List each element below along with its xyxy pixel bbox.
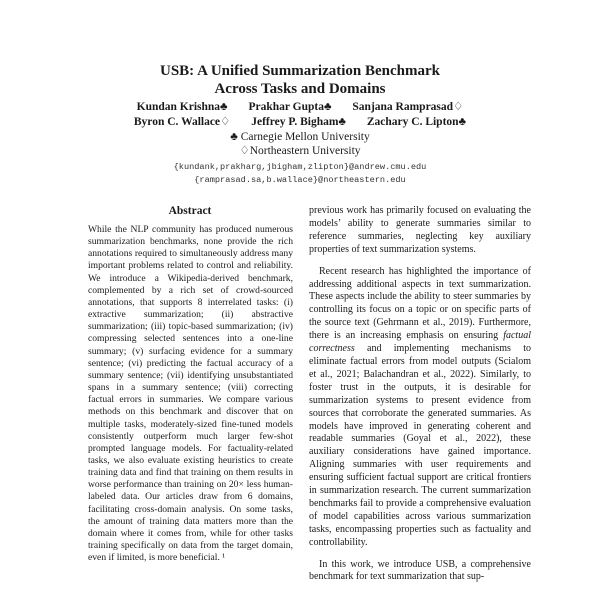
author: Jeffrey P. Bigham♣ <box>251 116 346 128</box>
abstract-text: While the NLP community has produced numerous summarization benchmarks, none provide the rich annotations required to simultaneously address many important problems related to control and reliability. We introduce a Wikipedia-derived benchmark, complemented by a rich set of crowd-sourced annotations, that supports 8 interrelated tasks: (i) extractive summarization; (ii) abstractive summarization; (iii) topic-based summarization; (iv) compressing selected sentences into a one-line summary; (v) surfacing evidence for a summary sentence; (vi) predicting the factual accuracy of a summary sentence; (vii) identifying unsubstantiated spans in a summary sentence; (viii) correcting factual errors in summaries. We compare various methods on this benchmark and discover that on multiple tasks, moderately-sized fine-tuned models consistently outperform much larger few-shot prompted language models. For factuality-related tasks, we also evaluate existing heuristics to create training data and find that training on them results in worse performance than training on 20× less human-labeled data. Our articles draw from 6 domains, facilitating cross-domain analysis. On some tasks, the amount of training data matters more than the domain where it comes from, while for other tasks training specifically on data from the target domain, even if limited, is more beneficial. ¹ <box>88 224 293 564</box>
author-row-1 <box>0 100 600 115</box>
author-row-2 <box>0 115 600 130</box>
body-paragraph <box>309 266 531 550</box>
affiliation-northeastern: ♢Northeastern University <box>239 145 361 157</box>
email-northeastern: {ramprasad.sa,b.wallace}@northeastern.edu <box>194 175 406 185</box>
author-list <box>0 100 600 130</box>
author: Sanjana Ramprasad♢ <box>352 101 464 113</box>
body-text: Recent research has highlighted the importance of addressing additional aspects in text summarization. These aspects include the ability to steer summaries by controlling its focus on a topic or on specific parts of the source text (Gehrmann et al., 2019). Furthermore, there is an increasing emphasis on ensuring <box>309 265 531 342</box>
abstract-heading: Abstract <box>168 205 212 217</box>
title-line-1: USB: A Unified Summarization Benchmark <box>159 63 441 79</box>
title-line-2: Across Tasks and Domains <box>214 81 386 97</box>
author: Zachary C. Lipton♣ <box>366 116 467 128</box>
affiliation-cmu: ♣ Carnegie Mellon University <box>230 131 370 143</box>
body-paragraph: In this work, we introduce USB, a comprehensive benchmark for text summarization that sup- <box>309 558 531 583</box>
body-text: and implementing mechanisms to eliminate factual errors from model outputs (Scialom et al., 2021; Balachandran et al., 2022). Similarly, to foster trust in the outputs, it is desirable for summarization systems to present evidence from sources that corroborate the generated summaries. As models have improved in generating coherent and readable summaries (Goyal et al., 2022), these auxiliary considerations have gained importance. Aligning summaries with user requirements and ensuring sufficient factual support are critical frontiers in summarization research. The current summarization benchmarks fail to provide a comprehensive evaluation of model capabilities across various summarization tasks, encompassing properties such as factuality and controllability. <box>309 343 531 548</box>
right-column <box>309 205 531 593</box>
affiliations <box>0 130 600 158</box>
author: Byron C. Wallace♢ <box>133 116 231 128</box>
email-cmu: {kundank,prakharg,jbigham,zlipton}@andrew.cmu.edu <box>173 162 427 172</box>
body-paragraph: previous work has primarily focused on evaluating the models’ ability to generate summaries similar to reference summaries, neglecting key auxiliary properties of text summarization systems. <box>309 205 531 255</box>
author: Prakhar Gupta♣ <box>248 101 332 113</box>
author-emails <box>0 161 600 187</box>
abstract-body <box>88 224 293 573</box>
paper-title <box>0 62 600 98</box>
author: Kundan Krishna♣ <box>136 101 228 113</box>
emphasis-text: factual correctness <box>309 330 531 355</box>
